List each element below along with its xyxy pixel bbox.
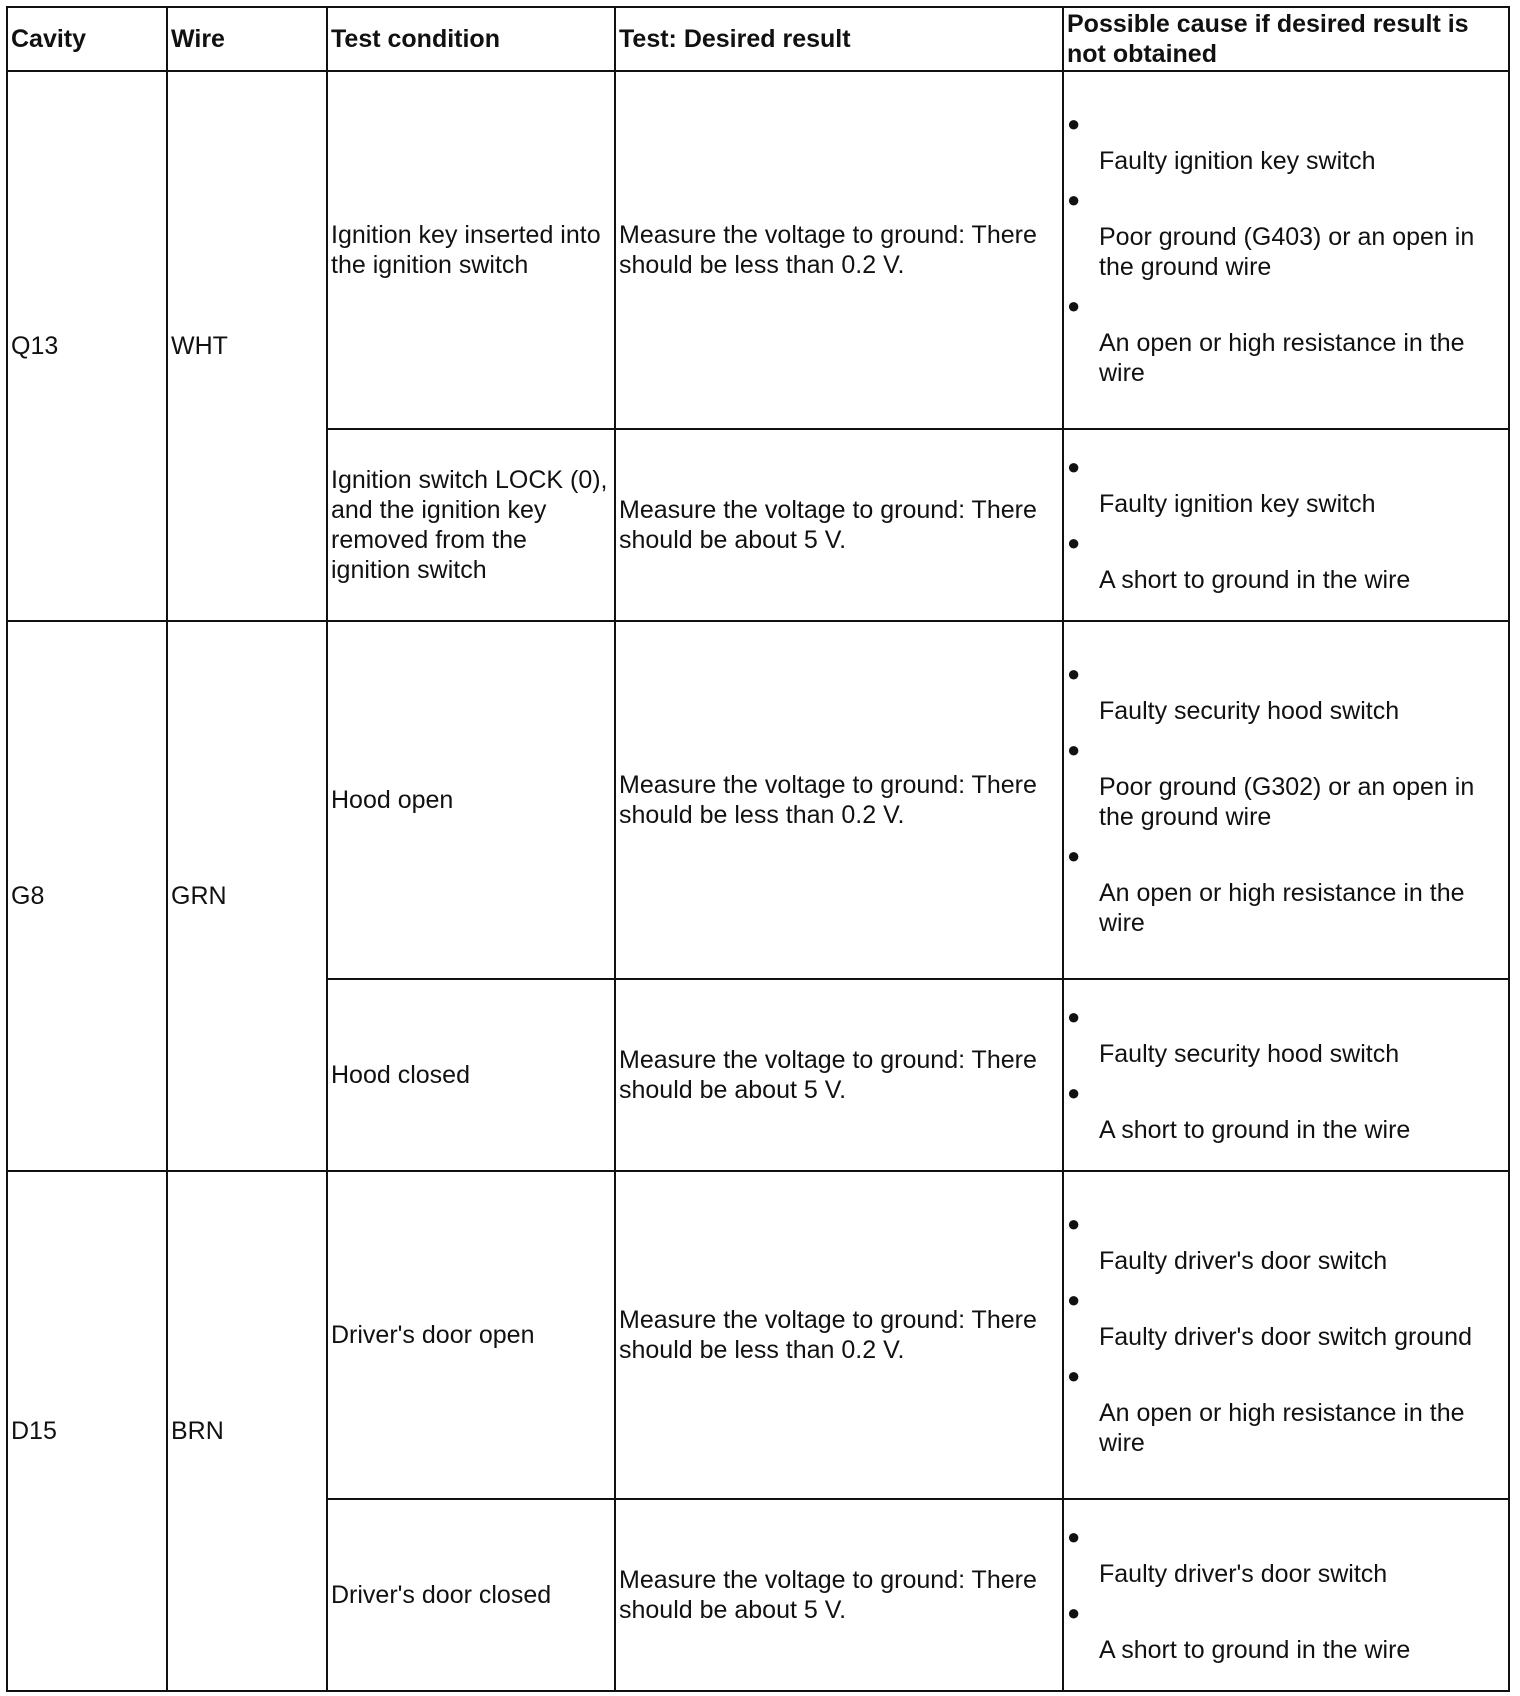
bullet-icon: ●: [1067, 1211, 1081, 1236]
table-row: [7, 621, 1509, 979]
list-item: [1067, 1519, 1505, 1589]
test-condition-cell: Driver's door closed: [327, 1499, 615, 1691]
list-item: [1067, 838, 1505, 938]
cause-text: Poor ground (G403) or an open in the ground wire: [1099, 223, 1475, 281]
cause-text: A short to ground in the wire: [1099, 566, 1411, 594]
bullet-icon: ●: [1067, 661, 1081, 686]
bullet-icon: ●: [1067, 1363, 1081, 1388]
cause-text: An open or high resistance in the wire: [1099, 879, 1465, 937]
cause-text: A short to ground in the wire: [1099, 1636, 1411, 1664]
cause-list: [1067, 1206, 1505, 1458]
desired-result-cell: Measure the voltage to ground: There should be about 5 V.: [615, 1499, 1063, 1691]
list-item: [1067, 449, 1505, 519]
possible-cause-cell: [1063, 979, 1509, 1171]
possible-cause-cell: [1063, 1171, 1509, 1499]
bullet-icon: ●: [1067, 187, 1081, 212]
list-item: [1067, 1595, 1505, 1665]
list-item: [1067, 288, 1505, 388]
table-row: [7, 71, 1509, 429]
header-row: [7, 7, 1509, 71]
header-cavity: Cavity: [7, 7, 167, 71]
desired-result-cell: Measure the voltage to ground: There should be less than 0.2 V.: [615, 621, 1063, 979]
cause-text: Faulty driver's door switch: [1099, 1560, 1388, 1588]
desired-result-cell: Measure the voltage to ground: There should be about 5 V.: [615, 429, 1063, 621]
bullet-icon: ●: [1067, 1287, 1081, 1312]
bullet-icon: ●: [1067, 1080, 1081, 1105]
cause-list: [1067, 106, 1505, 388]
cause-text: Faulty driver's door switch: [1099, 1247, 1388, 1275]
test-condition-cell: Ignition switch LOCK (0), and the ignition key removed from the ignition switch: [327, 429, 615, 621]
cause-list: [1067, 1519, 1505, 1665]
list-item: [1067, 732, 1505, 832]
bullet-icon: ●: [1067, 454, 1081, 479]
test-condition-cell: Hood closed: [327, 979, 615, 1171]
desired-result-cell: Measure the voltage to ground: There should be less than 0.2 V.: [615, 1171, 1063, 1499]
cavity-cell: G8: [7, 621, 167, 1171]
cause-text: Faulty ignition key switch: [1099, 490, 1376, 518]
cause-text: Faulty ignition key switch: [1099, 147, 1376, 175]
cause-text: A short to ground in the wire: [1099, 1116, 1411, 1144]
header-wire: Wire: [167, 7, 327, 71]
bullet-icon: ●: [1067, 1524, 1081, 1549]
list-item: [1067, 182, 1505, 282]
list-item: [1067, 1206, 1505, 1276]
cause-list: [1067, 999, 1505, 1145]
possible-cause-cell: [1063, 71, 1509, 429]
bullet-icon: ●: [1067, 111, 1081, 136]
test-condition-cell: Driver's door open: [327, 1171, 615, 1499]
list-item: [1067, 656, 1505, 726]
cause-list: [1067, 656, 1505, 938]
wire-cell: WHT: [167, 71, 327, 621]
list-item: [1067, 1075, 1505, 1145]
bullet-icon: ●: [1067, 843, 1081, 868]
bullet-icon: ●: [1067, 1600, 1081, 1625]
troubleshooting-table: [6, 6, 1510, 1692]
header-possible-cause: Possible cause if desired result is not obtained: [1063, 7, 1509, 71]
header-desired-result: Test: Desired result: [615, 7, 1063, 71]
cause-text: Faulty driver's door switch ground: [1099, 1323, 1472, 1351]
header-test-condition: Test condition: [327, 7, 615, 71]
bullet-icon: ●: [1067, 293, 1081, 318]
list-item: [1067, 1282, 1505, 1352]
cavity-cell: Q13: [7, 71, 167, 621]
list-item: [1067, 525, 1505, 595]
table-row: [7, 1171, 1509, 1499]
possible-cause-cell: [1063, 1499, 1509, 1691]
wire-cell: GRN: [167, 621, 327, 1171]
list-item: [1067, 1358, 1505, 1458]
test-condition-cell: Ignition key inserted into the ignition switch: [327, 71, 615, 429]
wire-cell: BRN: [167, 1171, 327, 1691]
cause-text: Faulty security hood switch: [1099, 1040, 1400, 1068]
desired-result-cell: Measure the voltage to ground: There should be about 5 V.: [615, 979, 1063, 1171]
cause-text: Poor ground (G302) or an open in the ground wire: [1099, 773, 1475, 831]
cause-text: Faulty security hood switch: [1099, 697, 1400, 725]
test-condition-cell: Hood open: [327, 621, 615, 979]
list-item: [1067, 999, 1505, 1069]
bullet-icon: ●: [1067, 530, 1081, 555]
cause-text: An open or high resistance in the wire: [1099, 1399, 1465, 1457]
bullet-icon: ●: [1067, 1004, 1081, 1029]
possible-cause-cell: [1063, 621, 1509, 979]
bullet-icon: ●: [1067, 737, 1081, 762]
cavity-cell: D15: [7, 1171, 167, 1691]
list-item: [1067, 106, 1505, 176]
cause-text: An open or high resistance in the wire: [1099, 329, 1465, 387]
cause-list: [1067, 449, 1505, 595]
desired-result-cell: Measure the voltage to ground: There should be less than 0.2 V.: [615, 71, 1063, 429]
possible-cause-cell: [1063, 429, 1509, 621]
